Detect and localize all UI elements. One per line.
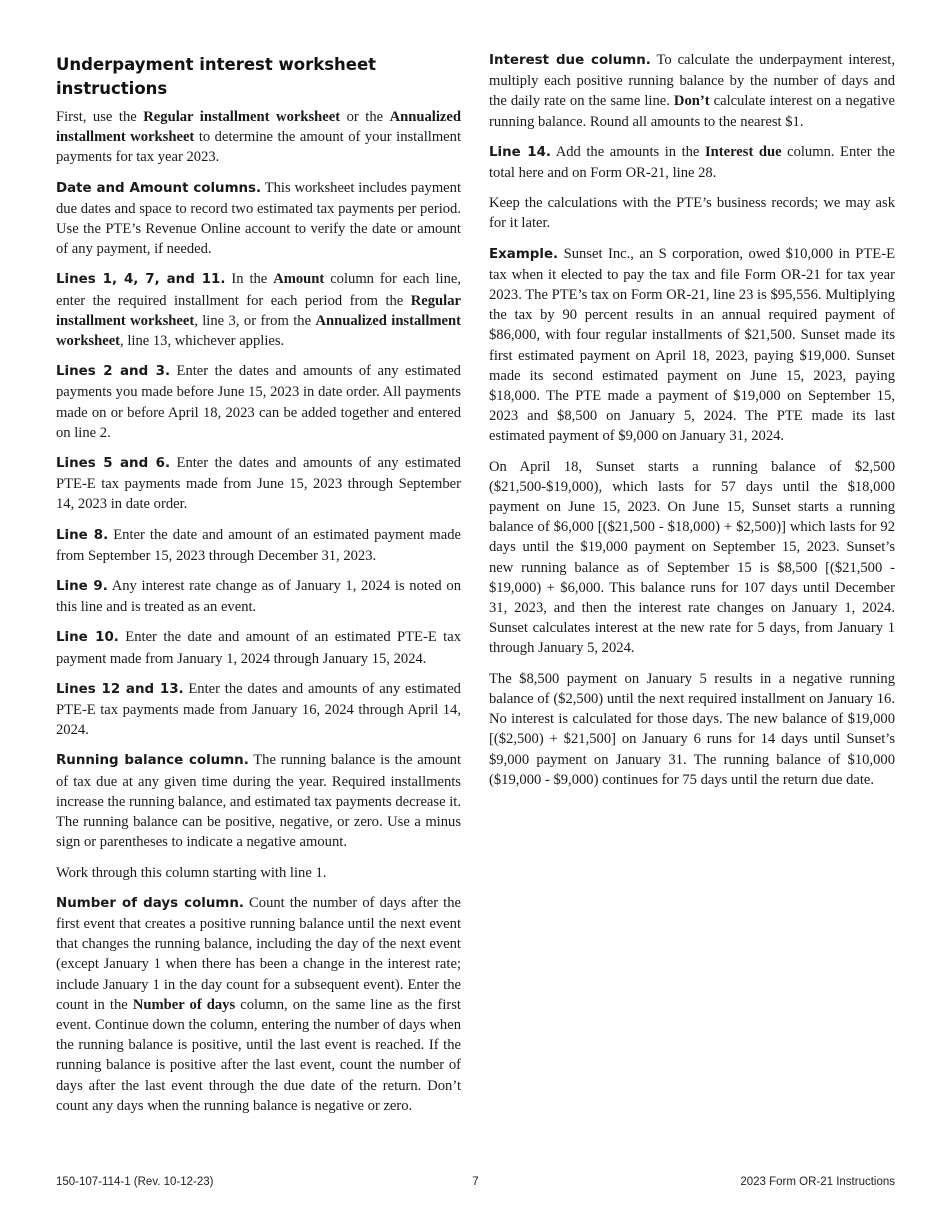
- section-heading: Underpayment interest worksheet instructions: [56, 55, 377, 98]
- lines-5-6-lead: Lines 5 and 6.: [56, 456, 171, 472]
- april-paragraph: On April 18, Sunset starts a running balance of $2,500 ($21,500-$19,000), which lasts for 57 days until the $18,000 payment on June 15, 2023. On June 15, Sunset starts a running balance of $6,000 [($21,500 - $18,000) + $2,500)] which lasts for 92 days until the $19,000 payment on September 15, 2023. Sunset’s new running balance as of September 15 is $8,500 [($21,500 - $19,000) + $6,000. This balance runs for 107 days until December 31, 2023, and then the interest rate changes on January 1, 2024. Sunset calculates interest at the new rate for 5 days, from January 1 through January 5, 2024.: [489, 458, 895, 657]
- right-column: [489, 50, 895, 800]
- line-8-lead: Line 8.: [56, 527, 109, 543]
- page-footer: [56, 1176, 895, 1192]
- lines-2-3-paragraph: Lines 2 and 3. Enter the dates and amounts of any estimated payments you made before June 15, 2023 in date order. All payments made on or before April 18, 2023 can be added together and entered on line 2.: [56, 363, 461, 441]
- lines-5-6-paragraph: Lines 5 and 6. Enter the dates and amounts of any estimated PTE-E tax payments made from June 15, 2023 through September 14, 2023 in date order.: [56, 455, 461, 513]
- running-balance-lead: Running balance column.: [56, 753, 249, 769]
- left-column: [56, 50, 461, 1126]
- number-of-days-paragraph: Number of days column. Count the number of days after the first event that creates a positive running balance until the next event that changes the running balance, including the day of the next event (except January 1 when there has been a change in the interest rate; include January 1 in the day count for a subsequent event). Enter the count in the Number of days column, on the same line as the first event. Continue down the column, entering the number of days when the running balance is positive, until the last event is reached. If the running balance is positive after the last event, count the number of days after the last event through the due date of the return. Don’t count any days when the running balance is negative or zero.: [56, 894, 462, 1114]
- lines-1-4-7-11-paragraph: Lines 1, 4, 7, and 11. In the Amount column for each line, enter the required installment for each period from the Regular installment worksheet, line 3, or from the Annualized installment worksheet, line 13, whichever applies.: [56, 271, 461, 350]
- footer-title: 2023 Form OR-21 Instructions: [740, 1176, 895, 1188]
- example-lead: Example.: [489, 246, 559, 262]
- line-10-paragraph: Line 10. Enter the date and amount of an estimated PTE-E tax payment made from January 1, 2024 through January 15, 2024.: [56, 629, 461, 667]
- line-9-paragraph: Line 9. Any interest rate change as of January 1, 2024 is noted on this line and is treated as an event.: [56, 578, 461, 616]
- line-10-lead: Line 10.: [56, 630, 119, 646]
- lines-12-13-paragraph: Lines 12 and 13. Enter the dates and amounts of any estimated PTE-E tax payments made from January 16, 2024 through April 14, 2024.: [56, 680, 461, 739]
- form-number: 150-107-114-1 (Rev. 10-12-23): [56, 1176, 214, 1188]
- line-9-lead: Line 9.: [56, 579, 108, 595]
- payment-paragraph: The $8,500 payment on January 5 results in a negative running balance of ($2,500) until the next required installment on January 16. No interest is calculated for those days. The new balance of $19,000 [($2,500) + $21,500] on January 6 runs for 14 days until Sunset’s $9,000 payment on January 31. The running balance of $10,000 ($19,000 - $9,000) continues for 75 days until the return due date.: [489, 670, 895, 788]
- intro-paragraph: First, use the Regular installment worksheet or the Annualized installment worksheet to determine the amount of your installment payments for tax year 2023.: [56, 109, 461, 166]
- date-amount-paragraph: Date and Amount columns. This worksheet includes payment due dates and space to record two estimated tax payments per period. Use the PTE’s Revenue Online account to verify the date or amount of any payment, if needed.: [56, 179, 462, 258]
- regular-worksheet-ref: Regular installment worksheet: [143, 109, 341, 125]
- page-number: 7: [472, 1176, 479, 1188]
- running-balance-paragraph: Running balance column. The running balance is the amount of tax due at any given time during the year. Required installments increase the running balance, and estimated tax payments decrease it. The running balance can be positive, negative, or zero. Use a minus sign or parentheses to indicate a negative amount.: [56, 752, 461, 851]
- line-8-paragraph: Line 8. Enter the date and amount of an estimated payment made from September 15, 2023 through December 31, 2023.: [56, 526, 462, 564]
- annualized-worksheet-ref: Annualized installment worksheet: [56, 109, 461, 146]
- work-through-paragraph: Work through this column starting with line 1.: [56, 864, 327, 881]
- example-paragraph: Example. Sunset Inc., an S corporation, owed $10,000 in PTE-E tax when it elected to pay the tax and file Form OR-21 for tax year 2023. The PTE’s tax on Form OR-21, line 23 is $95,556. Multiplying the tax by 90 percent results in an annual required payment of $86,000, with four regular installments of $21,500. Sunset made its first estimated payment on April 18, 2023, paying $19,000. Sunset made its second estimated payment on June 15, 2023, paying $18,000. The PTE made a payment of $19,000 on September 15, 2023 and $8,500 on January 5, 2024. The PTE made its last estimated payment of $9,000 on January 31, 2024.: [489, 245, 895, 445]
- lines-2-3-lead: Lines 2 and 3.: [56, 364, 171, 380]
- date-amount-lead: Date and Amount columns.: [56, 180, 262, 196]
- lines-1-4-7-11-lead: Lines 1, 4, 7, and 11.: [56, 272, 226, 288]
- line-14-lead: Line 14.: [489, 144, 551, 160]
- interest-due-paragraph: Interest due column. To calculate the underpayment interest, multiply each positive running balance by the number of days and the daily rate on the same line. Don’t calculate interest on a negative running balance. Round all amounts to the nearest $1.: [489, 52, 895, 130]
- lines-12-13-lead: Lines 12 and 13.: [56, 681, 184, 697]
- keep-records-paragraph: Keep the calculations with the PTE’s business records; we may ask for it later.: [489, 195, 895, 232]
- number-of-days-lead: Number of days column.: [56, 895, 244, 911]
- line-14-paragraph: Line 14. Add the amounts in the Interest due column. Enter the total here and on Form OR-21, line 28.: [489, 143, 895, 182]
- interest-due-lead: Interest due column.: [489, 53, 651, 68]
